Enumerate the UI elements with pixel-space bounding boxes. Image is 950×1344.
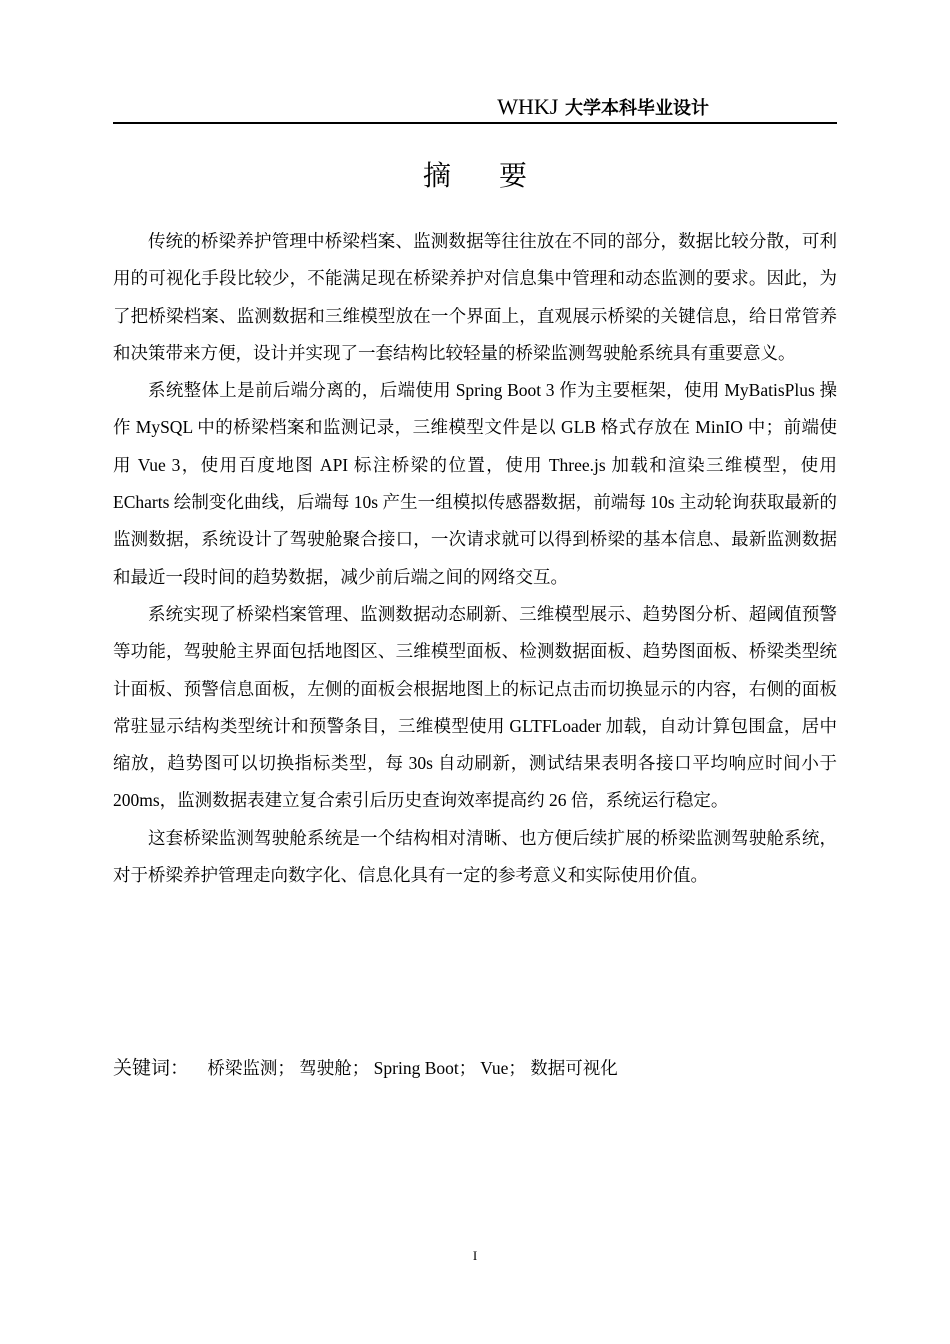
header-title: 大学本科毕业设计 xyxy=(565,98,709,119)
abstract-paragraph-2: 系统整体上是前后端分离的，后端使用 Spring Boot 3 作为主要框架，使用 MyBatisPlus 操作 MySQL 中的桥梁档案和监测记录，三维模型文件是以 GLB 格式存放在 MinIO 中；前端使用 Vue 3，使用百度地图 API 标注桥梁的位置，使用 Three.js 加载和渲染三维模型，使用 ECharts 绘制变化曲线，后端每 10s 产生一组模拟传感器数据，前端每 10s 主动轮询获取最新的监测数据，系统设计了驾驶舱聚合接口，一次请求就可以得到桥梁的基本信息、最新监测数据和最近一段时间的趋势数据，减少前后端之间的网络交互。 xyxy=(113,380,837,587)
abstract-body xyxy=(113,223,837,894)
page-header xyxy=(113,94,837,124)
keyword-item: 桥梁监测； xyxy=(207,1058,295,1078)
keyword-item: 数据可视化 xyxy=(530,1058,618,1078)
header-org: WHKJ xyxy=(497,94,559,119)
keywords xyxy=(113,1053,837,1083)
abstract-title: 摘要 xyxy=(422,159,575,192)
page-number: I xyxy=(472,1248,478,1263)
abstract-paragraph-3: 系统实现了桥梁档案管理、监测数据动态刷新、三维模型展示、趋势图分析、超阈值预警等功能，驾驶舱主界面包括地图区、三维模型面板、检测数据面板、趋势图面板、桥梁类型统计面板、预警信息面板，左侧的面板会根据地图上的标记点击而切换显示的内容，右侧的面板常驻显示结构类型统计和预警条目，三维模型使用 GLTFLoader 加载，自动计算包围盒，居中缩放，趋势图可以切换指标类型，每 30s 自动刷新，测试结果表明各接口平均响应时间小于 200ms，监测数据表建立复合索引后历史查询效率提高约 26 倍，系统运行稳定。 xyxy=(113,603,837,811)
keyword-item: Spring Boot； xyxy=(373,1058,477,1078)
keywords-label: 关键词： xyxy=(113,1057,190,1079)
header-text xyxy=(497,94,709,122)
abstract-paragraph-4: 这套桥梁监测驾驶舱系统是一个结构相对清晰、也方便后续扩展的桥梁监测驾驶舱系统，对于桥梁养护管理走向数字化、信息化具有一定的参考意义和实际使用价值。 xyxy=(113,827,837,886)
keyword-item: Vue； xyxy=(480,1058,526,1078)
keyword-item: 驾驶舱； xyxy=(299,1058,370,1078)
abstract-paragraph-1: 传统的桥梁养护管理中桥梁档案、监测数据等往往放在不同的部分，数据比较分散，可利用的可视化手段比较少，不能满足现在桥梁养护对信息集中管理和动态监测的要求。因此，为了把桥梁档案、监测数据和三维模型放在一个界面上，直观展示桥梁的关键信息，给日常管养和决策带来方便，设计并实现了一套结构比较轻量的桥梁监测驾驶舱系统具有重要意义。 xyxy=(113,231,837,363)
